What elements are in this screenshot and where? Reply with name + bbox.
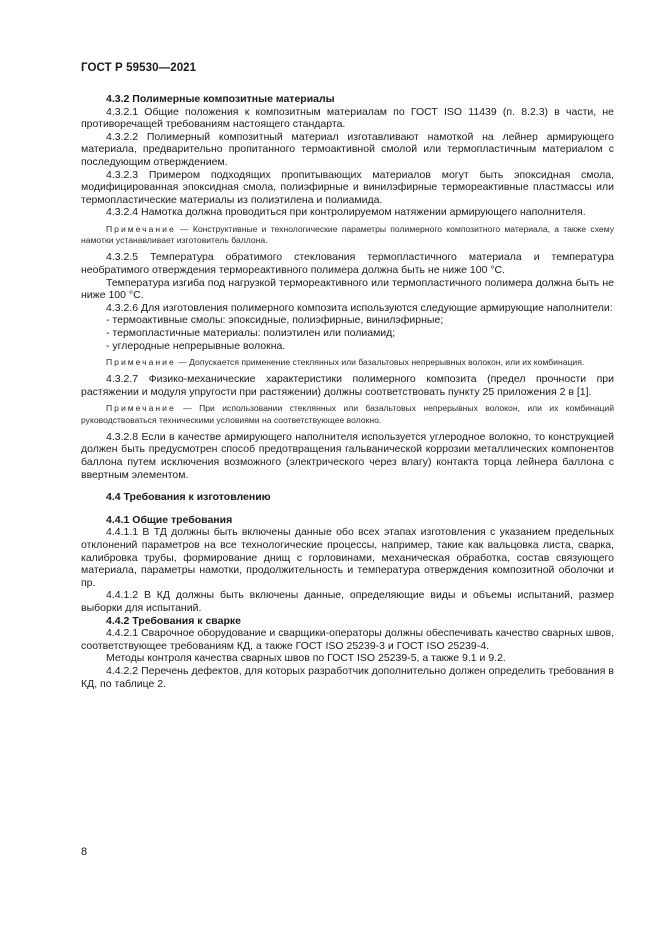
note-text: — Конструктивные и технологические параметры полимерного композитного материала, а также схему намотки устанавливает изготовитель баллона. [81, 223, 614, 246]
note-label: Примечание [106, 223, 176, 234]
document-header: ГОСТ Р 59530—2021 [81, 62, 197, 74]
page-number: 8 [81, 846, 88, 858]
list-item: - углеродные непрерывные волокна. [106, 339, 286, 352]
note-label: Примечание [106, 403, 176, 414]
note-paragraph [81, 403, 614, 425]
section-heading: 4.4.1 Общие требования [106, 513, 233, 526]
document-body [81, 93, 614, 690]
section-heading: 4.4.2 Требования к сварке [106, 614, 241, 627]
body-paragraph: 4.3.2.8 Если в качестве армирующего наполнителя используется углеродное волокно, то конструкцией должен быть предусмотрен способ предотвращения гальванической коррозии металлических компонентов баллона путем исключения возможного (электрического через влагу) контакта торца лейнера баллона с ввертным элементом. [81, 430, 614, 481]
body-paragraph: 4.3.2.6 Для изготовления полимерного композита используются следующие армирующие наполнители: [106, 301, 613, 314]
section-heading: 4.3.2 Полимерные композитные материалы [106, 93, 335, 105]
note-label: Примечание [106, 357, 176, 368]
body-paragraph: 4.3.2.2 Полимерный композитный материал изготавливают намоткой на лейнер армирующего материала, предварительно пропитанного термоактивной смолой или термопластичным материалом с последующим отверждением. [81, 130, 614, 168]
body-paragraph: 4.4.2.2 Перечень дефектов, для которых разработчик дополнительно должен определить требования в КД, по таблице 2. [81, 664, 614, 690]
body-paragraph: 4.3.2.1 Общие положения к композитным материалам по ГОСТ ISO 11439 (п. 8.2.3) в части, не противоречащей требованиям настоящего стандарта. [81, 105, 614, 131]
list-item: - термопластичные материалы: полиэтилен или полиамид; [106, 326, 396, 339]
body-paragraph: 4.4.2.1 Сварочное оборудование и сварщики-операторы должны обеспечивать качество сварных швов, соответствующее требованиям КД, а также ГОСТ ISO 25239-3 и ГОСТ ISO 25239-4. [81, 627, 614, 652]
body-paragraph: Температура изгиба под нагрузкой термореактивного или термопластичного полимера должна быть не ниже 100 °С. [81, 276, 614, 302]
section-heading: 4.4 Требования к изготовлению [106, 491, 271, 504]
list-item: - термоактивные смолы: эпоксидные, полиэфирные, винилэфирные; [106, 314, 444, 327]
body-paragraph: 4.4.1.1 В ТД должны быть включены данные обо всех этапах изготовления с указанием предельных отклонений параметров на все технологические процессы, например, такие как вальцовка листа, сварка, калибровка трубы, формирование днищ с горловинами, механическая обработка, состав связующего материала, параметры намотки, продолжительность и температура отверждения композитной оболочки и пр. [81, 526, 614, 589]
body-paragraph: Методы контроля качества сварных швов по ГОСТ ISO 25239-5, а также 9.1 и 9.2. [106, 652, 506, 665]
note-paragraph [81, 357, 614, 368]
body-paragraph: 4.3.2.4 Намотка должна проводиться при контролируемом натяжении армирующего наполнителя. [106, 206, 586, 219]
body-paragraph: 4.3.2.7 Физико-механические характеристики полимерного композита (предел прочности при растяжении и модуля упругости при растяжении) должны соответствовать пункту 25 приложения 2 в [1]. [81, 373, 614, 398]
note-text: — При использовании стеклянных или базальтовых непрерывных волокон, или их комбинаций руководствоваться техническими условиями на соответствующее волокно. [81, 403, 614, 425]
body-paragraph: 4.3.2.5 Температура обратимого стеклования термопластичного материала и температура необратимого отверждения термореактивного полимера должна быть не ниже 100 °С. [81, 251, 614, 276]
note-text: — Допускается применение стеклянных или базальтовых непрерывных волокон, или их комбинация. [175, 357, 585, 368]
body-paragraph: 4.3.2.3 Примером подходящих пропитывающих материалов могут быть эпоксидная смола, модифицированная эпоксидная смола, полиэфирные и винилэфирные термореактивные пластмассы или термопластические материалы из полиэтилена и полиамида. [81, 168, 614, 206]
note-paragraph [81, 224, 614, 246]
body-paragraph: 4.4.1.2 В КД должны быть включены данные, определяющие виды и объемы испытаний, размер выборки для испытаний. [81, 589, 614, 615]
